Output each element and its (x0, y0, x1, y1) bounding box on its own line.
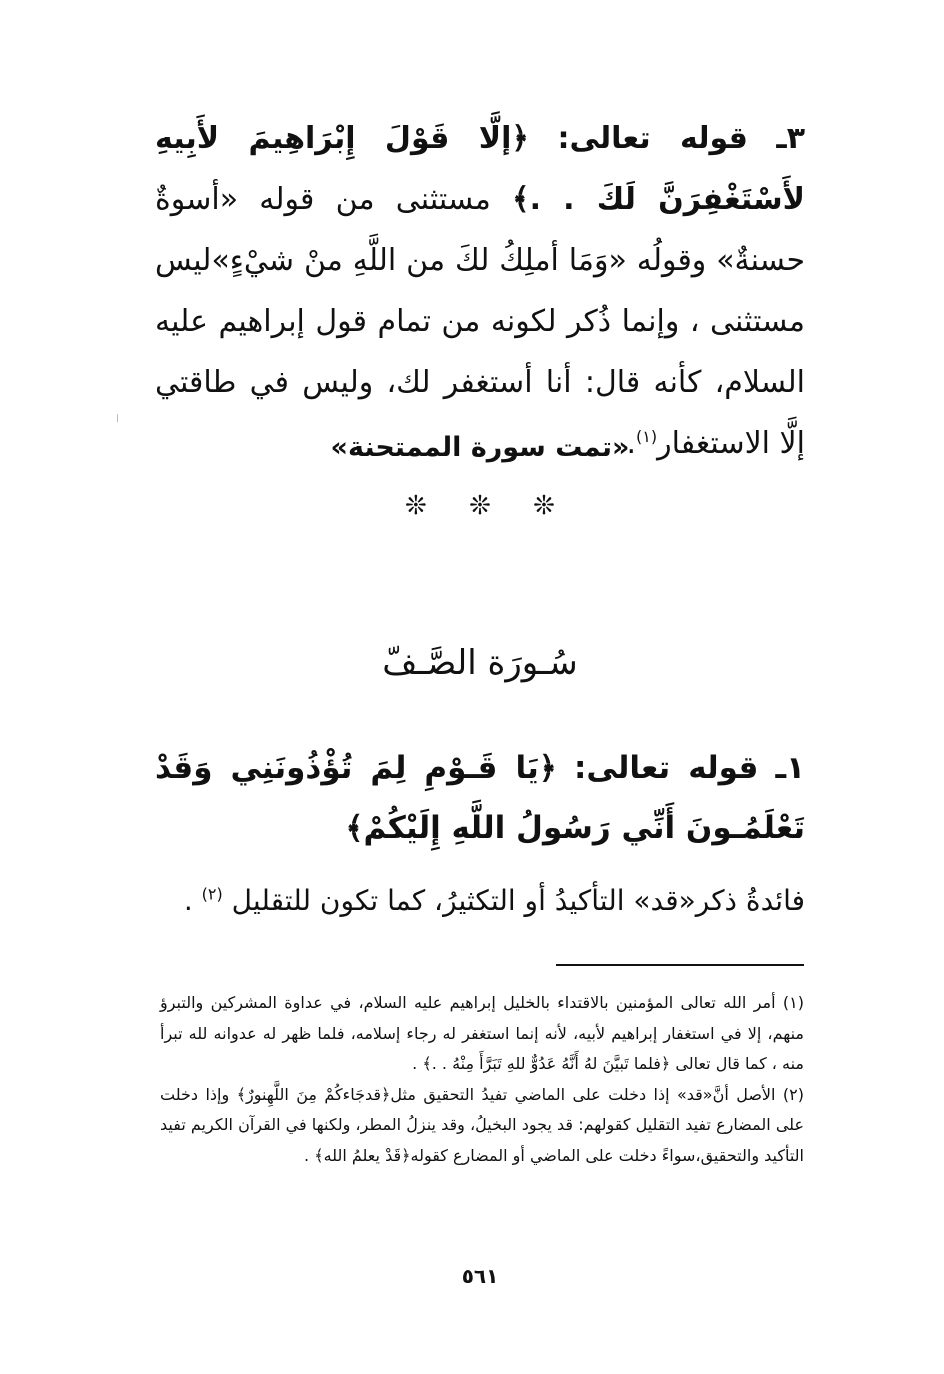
section-number: ١ـ (775, 750, 806, 786)
footnotes (160, 988, 804, 1171)
separator-stars: ❊ ❊ ❊ (405, 491, 555, 521)
section-number: ٣ـ (776, 121, 805, 156)
margin-mark (117, 414, 118, 422)
section-1-paragraph (155, 738, 805, 858)
section-lead: قوله تعالى: (574, 750, 759, 786)
footnote-1: (١) أمر الله تعالى المؤمنين بالاقتداء بالخليل إبراهيم عليه السلام، في عداوة المشركين والتبرؤ منهم، إلا في استغفار إبراهيم لأبيه، لأنه إنما استغفر له رجاء إسلامه، فلما ظهر له عدوانه لله تبرأ منه ، كما قال تعالى ﴿فلما تَبيَّنَ لهُ أَنَّهُ عَدُوٌّ للهِ تَبَرَّأَ مِنْهُ . .﴾ . (160, 993, 804, 1073)
section-lead: قوله تعالى: (557, 121, 748, 156)
end-dot: . (183, 884, 193, 917)
quran-verse: ﴿إلَّا قَوْلَ إِبْرَاهِيمَ لأَبِيهِ لأَسْتَغْفِرَنَّ لَكَ . .﴾ (155, 121, 805, 217)
page-number: ٥٦١ (461, 1264, 499, 1288)
end-dot: . (626, 426, 637, 461)
benefit-text: فائدةُ ذكر«قد» التأكيدُ أو التكثيرُ، كما تكون للتقليل (231, 884, 805, 917)
benefit-paragraph (155, 878, 805, 924)
footnote-divider (556, 964, 804, 966)
footnote-ref-2: (٢) (201, 884, 223, 904)
sura-end-heading: «تمت سورة الممتحنة» (330, 432, 630, 463)
section-3-paragraph (155, 108, 805, 474)
sura-title: سُـورَة الصَّـفّ (382, 643, 578, 683)
quran-verse: ﴿يَا قَـوْمِ لِمَ تُؤْذُونَنِي وَقَدْ تَعْلَمُـونَ أَنِّي رَسُولُ اللَّهِ إِلَيْكُمْ﴾ (155, 750, 805, 846)
footnote-2: (٢) الأصل أنَّ«قد» إذا دخلت على الماضي تفيدُ التحقيق مثل﴿قدجَاءكُمْ مِنَ اللَّهِنورٌ﴾ وإذا دخلت على المضارع تفيد التقليل كقولهم: قد يجود البخيلُ، وقد ينزلُ المطر، ولكنها في القرآن الكريم تفيد التأكيد والتحقيق،سواءً دخلت على الماضي أو المضارع كقوله﴿قَدْ يعلمُ الله﴾ . (160, 1084, 804, 1165)
section-body: مستثنى من قوله «أسوةٌ حسنةٌ» وقولُه «وَمَا أملِكُ لكَ من اللَّهِ منْ شيْءٍ»ليس مستثنى ، وإنما ذُكر لكونه من تمام قول إبراهيم عليه السلام، كأنه قال: أنا أستغفر لك، وليس في طاقتي إلَّا الاستغفار (155, 182, 805, 461)
footnote-ref-1: (١) (636, 427, 658, 446)
